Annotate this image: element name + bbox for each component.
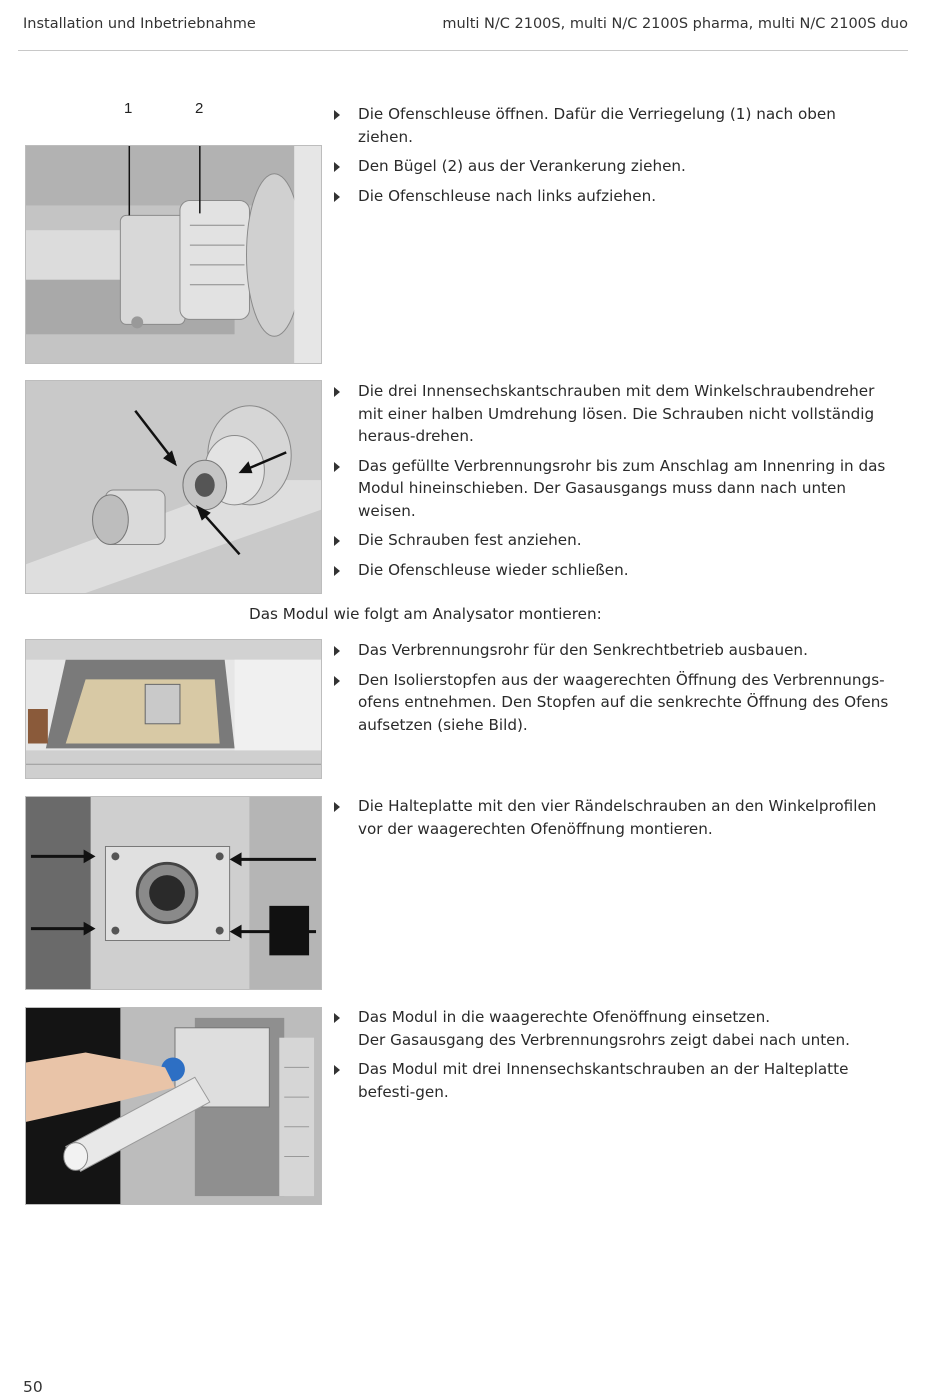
bullet-arrow-icon: [334, 1013, 340, 1023]
steps-block-3: [332, 639, 894, 743]
bullet-arrow-icon: [334, 1065, 340, 1075]
steps-block-2: [332, 380, 894, 588]
photo-hex-screws: [25, 380, 322, 594]
step-text: Der Gasausgang des Verbrennungsrohrs zeigt dabei nach unten.: [358, 1030, 850, 1049]
photo-furnace-lock-open: [25, 145, 322, 364]
bullet-arrow-icon: [334, 387, 340, 397]
bullet-arrow-icon: [334, 192, 340, 202]
step-item: [332, 1058, 894, 1103]
photo-holding-plate: [25, 796, 322, 990]
steps-block-1: [332, 103, 894, 214]
step-text: Das gefüllte Verbrennungsrohr bis zum Anschlag am Innenring in das Modul hineinschieben. Der Gasausgangs muss dann nach unten weisen.: [358, 456, 886, 520]
bullet-arrow-icon: [334, 566, 340, 576]
header-product-names: multi N/C 2100S, multi N/C 2100S pharma, multi N/C 2100S duo: [442, 16, 908, 32]
step-item: [332, 103, 894, 148]
steps-block-5: [332, 1006, 894, 1110]
bullet-arrow-icon: [334, 802, 340, 812]
step-continuation: [332, 1029, 894, 1052]
callout-2: 2: [195, 100, 204, 117]
step-text: Die Schrauben fest anziehen.: [358, 531, 582, 549]
step-item: [332, 795, 894, 840]
step-text: Die Ofenschleuse nach links aufziehen.: [358, 186, 657, 205]
step-item: [332, 455, 894, 523]
mounting-intro: Das Modul wie folgt am Analysator montieren:: [249, 605, 602, 623]
bullet-arrow-icon: [334, 646, 340, 656]
step-item: [332, 185, 894, 208]
step-text: Die Ofenschleuse wieder schließen.: [358, 560, 629, 579]
step-item: [332, 529, 894, 552]
step-text: Die Ofenschleuse öffnen. Dafür die Verriegelung (1) nach oben ziehen.: [358, 105, 836, 146]
step-item: [332, 559, 894, 582]
step-text: Den Bügel (2) aus der Verankerung ziehen.: [358, 157, 686, 175]
step-item: [332, 380, 894, 448]
header-section-title: Installation und Inbetriebnahme: [23, 16, 256, 32]
step-item: [332, 155, 894, 178]
bullet-arrow-icon: [334, 462, 340, 472]
bullet-arrow-icon: [334, 110, 340, 120]
step-item: [332, 1006, 894, 1029]
step-text: Das Verbrennungsrohr für den Senkrechtbetrieb ausbauen.: [358, 641, 808, 659]
bullet-arrow-icon: [334, 162, 340, 172]
step-item: [332, 639, 894, 662]
step-item: [332, 669, 894, 737]
step-text: Die Halteplatte mit den vier Rändelschrauben an den Winkelprofilen vor der waagerechten Ofenöffnung montieren.: [358, 797, 877, 838]
step-text: Den Isolierstopfen aus der waagerechten Öffnung des Verbrennungs-ofens entnehmen. Den Stopfen auf die senkrechte Öffnung des Ofens aufsetzen (siehe Bild).: [358, 670, 889, 734]
callout-1: 1: [124, 100, 133, 117]
photo-insulation-plug: [25, 639, 322, 779]
bullet-arrow-icon: [334, 536, 340, 546]
step-text: Das Modul in die waagerechte Ofenöffnung einsetzen.: [358, 1008, 771, 1026]
header-divider: [18, 50, 908, 51]
steps-block-4: [332, 795, 894, 847]
step-text: Die drei Innensechskantschrauben mit dem Winkelschraubendreher mit einer halben Umdrehung lösen. Die Schrauben nicht vollständig heraus-drehen.: [358, 382, 875, 445]
page-number: 50: [23, 1378, 43, 1396]
bullet-arrow-icon: [334, 676, 340, 686]
step-text: Das Modul mit drei Innensechskantschrauben an der Halteplatte befesti-gen.: [358, 1060, 849, 1101]
photo-module-insert: [25, 1007, 322, 1205]
